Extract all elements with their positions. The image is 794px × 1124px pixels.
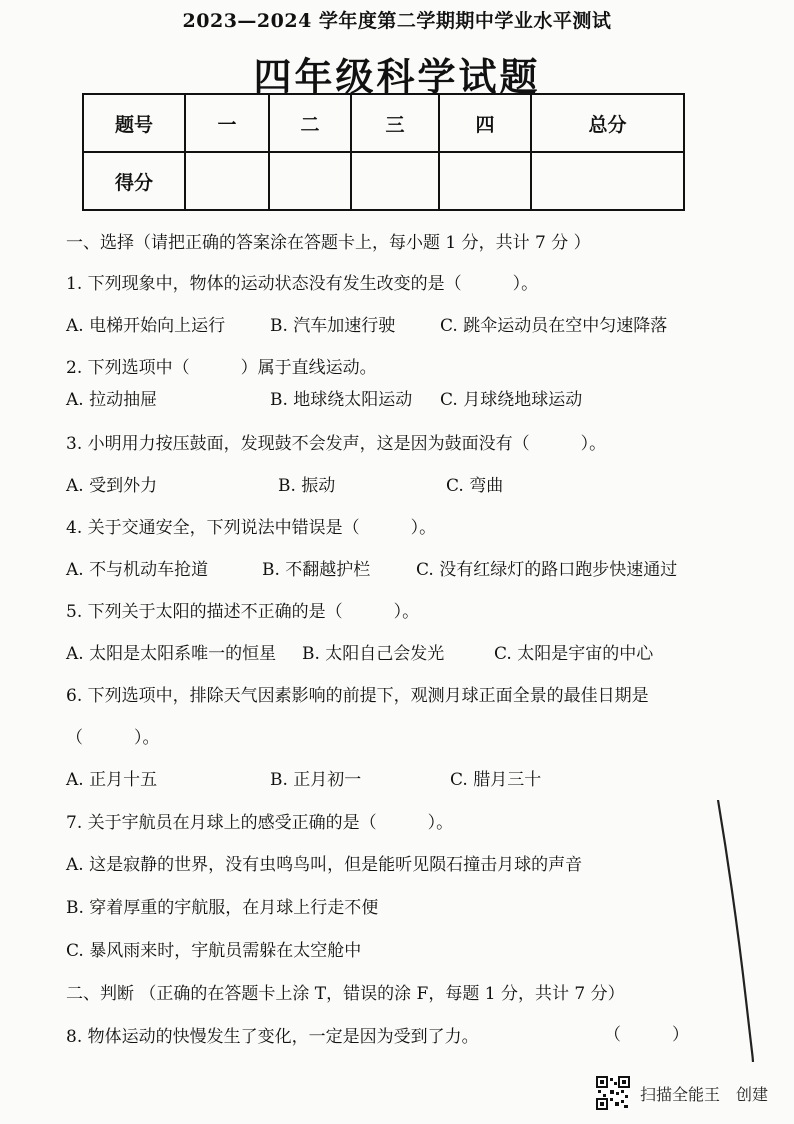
- score-cell-empty: [531, 152, 684, 210]
- exam-subtitle: 2023—2024 学年度第二学期期中学业水平测试: [182, 10, 612, 32]
- option-b: B. 太阳自己会发光: [302, 644, 445, 664]
- question-stem: 2. 下列选项中（ ）属于直线运动。: [66, 358, 377, 378]
- option-b: B. 汽车加速行驶: [270, 316, 396, 336]
- option-c: C. 弯曲: [446, 476, 504, 496]
- option-b: B. 正月初一: [270, 770, 362, 790]
- score-cell-empty: [185, 152, 269, 210]
- question-stem: 6. 下列选项中，排除天气因素影响的前提下，观测月球正面全景的最佳日期是: [66, 686, 649, 706]
- option-b: B. 地球绕太阳运动: [270, 390, 413, 410]
- score-table: [82, 93, 685, 211]
- option-a: A. 拉动抽屉: [66, 390, 158, 410]
- option-a: A. 太阳是太阳系唯一的恒星: [66, 644, 277, 664]
- question-stem: 1. 下列现象中，物体的运动状态没有发生改变的是（ ）。: [66, 274, 539, 294]
- score-header-cell: 二: [269, 94, 351, 152]
- score-table-score-row: [83, 152, 684, 210]
- question-stem: 8. 物体运动的快慢发生了变化，一定是因为受到了力。: [66, 1027, 479, 1047]
- score-cell-empty: [351, 152, 439, 210]
- score-row-label: 得分: [83, 152, 185, 210]
- option-c: C. 没有红绿灯的路口跑步快速通过: [416, 560, 678, 580]
- score-cell-empty: [439, 152, 531, 210]
- exam-title: 四年级科学试题: [253, 55, 541, 99]
- question-stem: 3. 小明用力按压鼓面，发现鼓不会发声，这是因为鼓面没有（ ）。: [66, 434, 607, 454]
- scanner-watermark-text: 扫描全能王 创建: [640, 1085, 769, 1104]
- section-heading-choice: 一、选择（请把正确的答案涂在答题卡上，每小题 1 分，共计 7 分 ）: [66, 233, 591, 253]
- question-stem-continuation: （ ）。: [66, 728, 160, 748]
- option-b: B. 振动: [278, 476, 336, 496]
- option-a: A. 电梯开始向上运行: [66, 316, 226, 336]
- score-header-cell: 四: [439, 94, 531, 152]
- score-cell-empty: [269, 152, 351, 210]
- score-table-header-row: [83, 94, 684, 152]
- scan-edge-mark: [716, 800, 756, 1062]
- section-heading-judgement: 二、判断 （正确的在答题卡上涂 T，错误的涂 F，每题 1 分，共计 7 分）: [66, 984, 625, 1004]
- option-c: C. 太阳是宇宙的中心: [494, 644, 654, 664]
- option-c: C. 暴风雨来时，宇航员需躲在太空舱中: [66, 941, 362, 961]
- score-header-cell: 一: [185, 94, 269, 152]
- option-c: C. 跳伞运动员在空中匀速降落: [440, 316, 668, 336]
- option-a: A. 不与机动车抢道: [66, 560, 209, 580]
- score-header-cell: 题号: [83, 94, 185, 152]
- score-header-cell: 三: [351, 94, 439, 152]
- option-c: C. 腊月三十: [450, 770, 542, 790]
- option-b: B. 不翻越护栏: [262, 560, 371, 580]
- question-stem: 5. 下列关于太阳的描述不正确的是（ ）。: [66, 602, 420, 622]
- qr-code-icon: [596, 1076, 630, 1110]
- question-stem: 7. 关于宇航员在月球上的感受正确的是（ ）。: [66, 813, 454, 833]
- answer-parentheses: （ ）: [604, 1025, 689, 1045]
- option-c: C. 月球绕地球运动: [440, 390, 583, 410]
- question-stem: 4. 关于交通安全，下列说法中错误是（ ）。: [66, 518, 437, 538]
- option-a: A. 这是寂静的世界，没有虫鸣鸟叫，但是能听见陨石撞击月球的声音: [66, 855, 583, 875]
- option-a: A. 正月十五: [66, 770, 158, 790]
- option-b: B. 穿着厚重的宇航服，在月球上行走不便: [66, 898, 379, 918]
- score-header-cell: 总分: [531, 94, 684, 152]
- option-a: A. 受到外力: [66, 476, 158, 496]
